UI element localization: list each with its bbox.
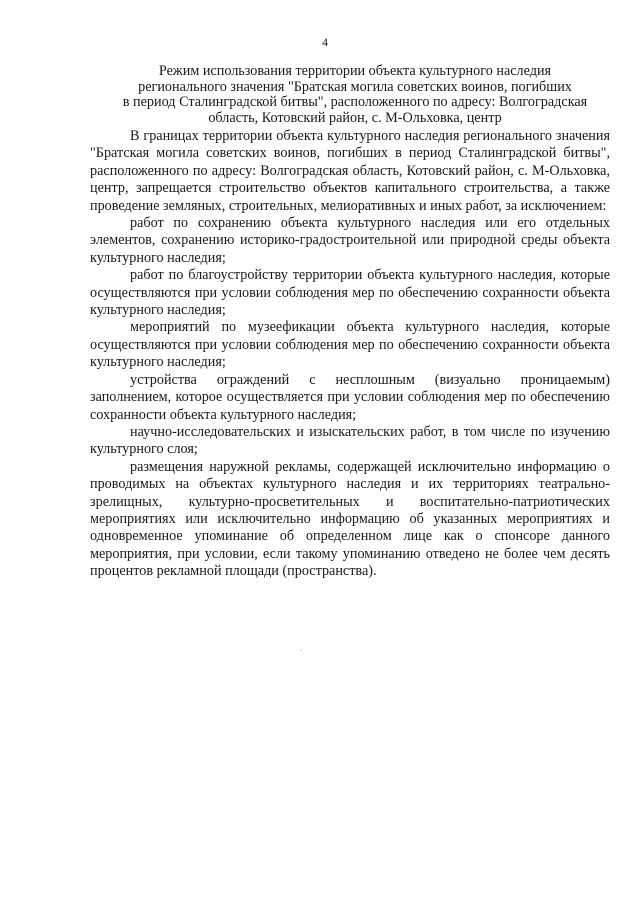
document-heading bbox=[90, 64, 620, 126]
paragraph-exception-landscaping: работ по благоустройству территории объекта культурного наследия, которые осуществляются при условии соблюдения мер по обеспечению сохранности объекта культурного наследия; bbox=[90, 267, 610, 319]
heading-line-1: Режим использования территории объекта культурного наследия bbox=[158, 63, 552, 79]
heading-line-2: регионального значения "Братская могила советских воинов, погибших bbox=[138, 78, 572, 95]
paragraph-exception-fencing: устройства ограждений с несплошным (визуально проницаемым) заполнением, которое осуществляется при условии соблюдения мер по обеспечению сохранности объекта культурного наследия; bbox=[90, 371, 610, 423]
heading-line-3: в период Сталинградской битвы", расположенного по адресу: Волгоградская bbox=[122, 94, 588, 110]
paragraph-exception-museumification: мероприятий по музеефикации объекта культурного наследия, которые осуществляются при условии соблюдения мер по обеспечению сохранности объекта культурного наследия; bbox=[90, 319, 610, 371]
paragraph-exception-research: научно-исследовательских и изыскательских работ, в том числе по изучению культурного слоя; bbox=[90, 423, 610, 458]
document-body bbox=[90, 128, 610, 581]
page-number: 4 bbox=[322, 35, 328, 49]
scan-speck bbox=[300, 650, 302, 651]
paragraph-exception-preservation: работ по сохранению объекта культурного наследия или его отдельных элементов, сохранению историко-градостроительной или природной среды объекта культурного наследия; bbox=[90, 215, 610, 266]
paragraph-exception-advertising: размещения наружной рекламы, содержащей исключительно информацию о проводимых на объектах культурного наследия и их территориях театрально-зрелищных, культурно-просветительных и воспитательно-патриотических мероприятиях или исключительно информацию об указанных мероприятиях и одновременное упоминание об определенном лице как о спонсоре данного мероприятия, при условии, если такому упоминанию отведено не более чем десять процентов рекламной площади (пространства). bbox=[90, 458, 610, 580]
heading-line-4: область, Котовский район, с. М-Ольховка, центр bbox=[208, 109, 502, 126]
paragraph-intro: В границах территории объекта культурного наследия регионального значения "Братская могила советских воинов, погибших в период Сталинградской битвы", расположенного по адресу: Волгоградская область, Котовский район, с. М-Ольховка, центр, запрещается строительство объектов капитального строительства, а также проведение земляных, строительных, мелиоративных и иных работ, за исключением: bbox=[90, 128, 610, 214]
